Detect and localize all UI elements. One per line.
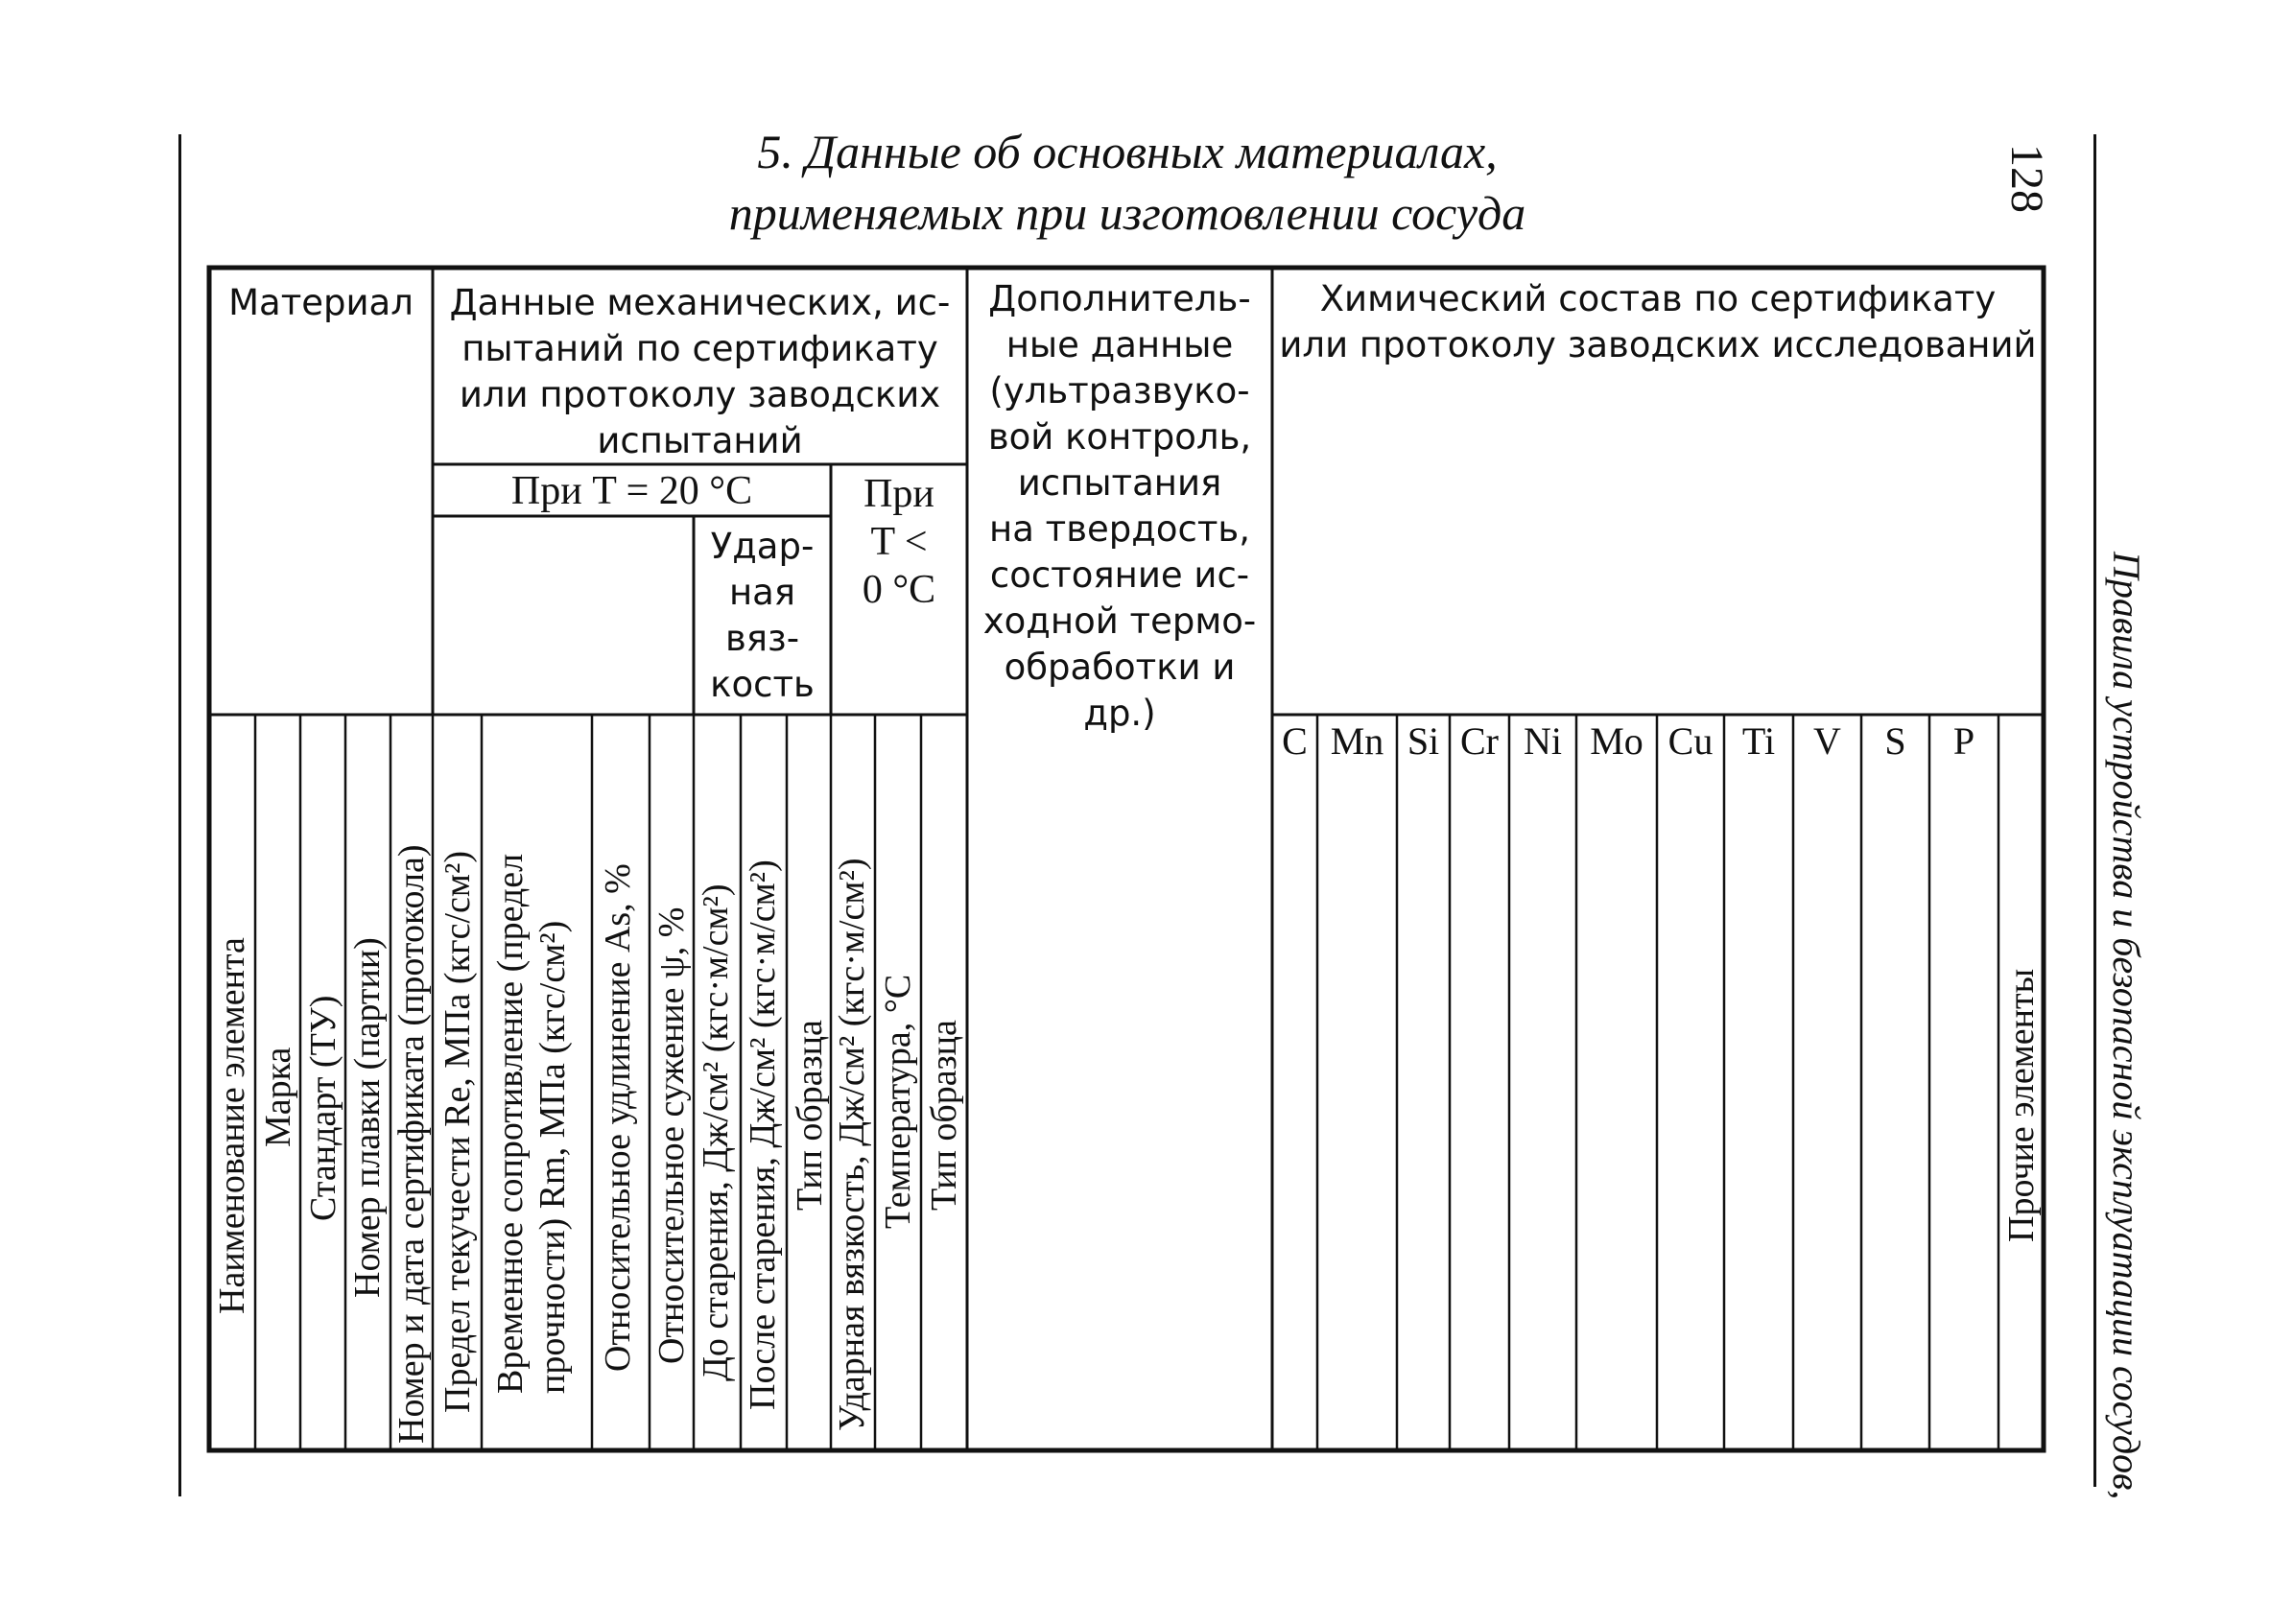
col-temperature: Температура, °С	[878, 974, 918, 1229]
header-impact-toughness: Удар- ная вяз- кость	[710, 526, 815, 705]
header-below-zero: При T < 0 °C	[862, 472, 936, 612]
col-standard: Стандарт (ТУ)	[303, 995, 343, 1221]
col-yield-strength: Предел текучести Re, МПа (кгс/см²)	[437, 851, 478, 1413]
col-tensile-strength: Временное сопротивление (предел прочности) Rm, МПа (кгс/см²)	[490, 853, 573, 1394]
chem-c: C	[1282, 719, 1308, 763]
chem-cu: Cu	[1667, 719, 1714, 763]
header-mechanical: Данные механических, ис- пытаний по сертификату или протоколу заводских испытаний	[449, 282, 951, 461]
col-impact-toughness-low: Ударная вязкость, Дж/см² (кгс·м/см²)	[832, 858, 872, 1431]
header-chemical-composition: Химический состав по сертификату или протоколу заводских исследований	[1279, 278, 2037, 365]
chem-v: V	[1813, 719, 1841, 763]
chem-ti: Ti	[1741, 719, 1776, 763]
col-before-aging: До старения, Дж/см² (кгс·м/см²)	[696, 883, 736, 1381]
chem-si: Si	[1407, 719, 1440, 763]
col-reduction-area: Относительное сужение ψ, %	[651, 906, 692, 1364]
col-after-aging: После старения, Дж/см² (кгс·м/см²)	[743, 859, 783, 1410]
col-elongation: Относительное удлинение As, %	[598, 863, 638, 1372]
col-other-elements: Прочие элементы	[2001, 968, 2042, 1242]
title-line-2: применяемых при изготовлении сосуда	[728, 186, 1526, 240]
header-material: Материал	[228, 282, 414, 323]
title-line-1: 5. Данные об основных материалах,	[757, 125, 1498, 178]
running-title: Правила устройства и безопасной эксплуатации сосудов,	[2105, 552, 2148, 1500]
col-certificate: Номер и дата сертификата (протокола)	[391, 844, 432, 1444]
page-number: 128	[2001, 144, 2052, 213]
chem-ni: Ni	[1524, 719, 1562, 763]
chem-s: S	[1884, 719, 1906, 763]
header-additional-data: Дополнитель- ные данные (ультразвуко- вой контроль, испытания на твердость, состояние ис- ходной термо- обработки и др.)	[982, 278, 1257, 734]
col-specimen-type: Тип образца	[790, 1020, 830, 1211]
col-heat-number: Номер плавки (партии)	[347, 937, 388, 1298]
chem-mn: Mn	[1330, 719, 1384, 763]
col-element-name: Наименование элемента	[212, 937, 252, 1314]
header-at-20c: При T = 20 °C	[510, 469, 753, 513]
chem-p: P	[1952, 719, 1975, 763]
col-specimen-type-low: Тип образца	[924, 1020, 964, 1211]
chem-cr: Cr	[1460, 719, 1499, 763]
col-grade: Марка	[258, 1047, 298, 1147]
chem-mo: Mo	[1590, 719, 1643, 763]
